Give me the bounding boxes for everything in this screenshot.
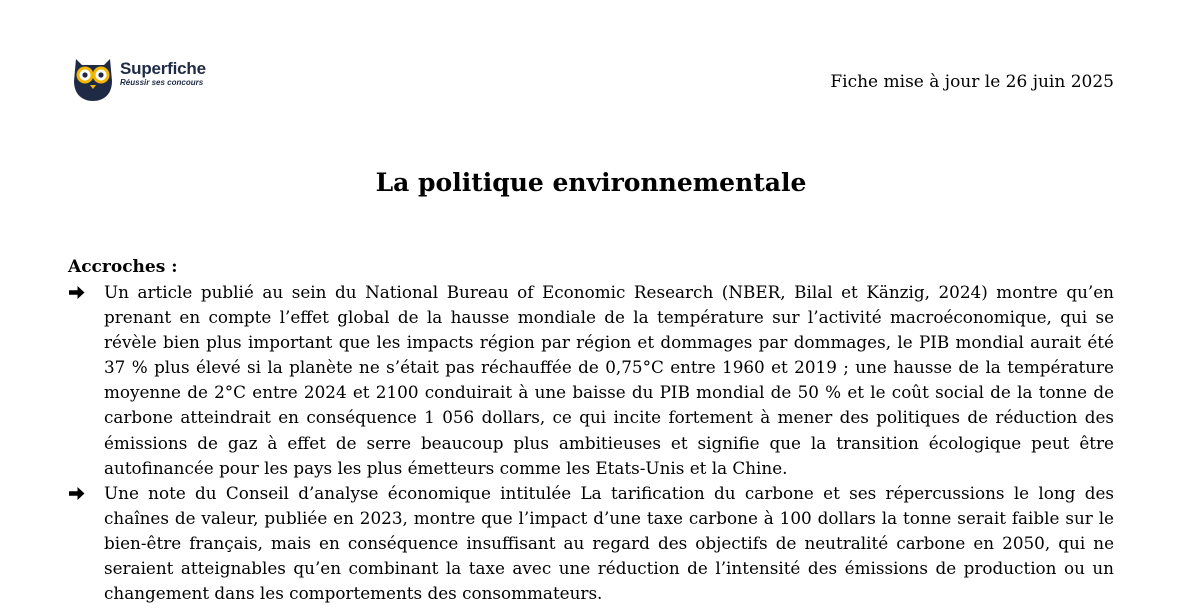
- list-item-text: Une note du Conseil d’analyse économique intitulée La tarification du carbone et ses répercussions le long des chaînes de valeur, publiée en 2023, montre que l’impact d’une taxe carbone à 100 dollars la tonne serait faible sur le bien-être français, mais en conséquence insuffisant au regard des objectifs de neutralité carbone en 2050, qui ne seraient atteignables qu’en combinant la taxe avec une réduction de l’intensité des émissions de production ou un changement dans les comportements des consommateurs.: [104, 482, 1114, 604]
- section-heading: Accroches :: [68, 257, 178, 277]
- brand-name: Superfiche: [120, 59, 206, 78]
- update-date: Fiche mise à jour le 26 juin 2025: [830, 72, 1114, 92]
- owl-logo-icon: [70, 51, 116, 101]
- list-item: [68, 280, 1114, 481]
- right-arrow-icon: [68, 481, 86, 506]
- page-title: La politique environnementale: [375, 168, 807, 197]
- list-item-text: Un article publié au sein du National Bureau of Economic Research (NBER, Bilal et Känzig, 2024) montre qu’en prenant en compte l’effet global de la hausse mondiale de la température sur l’activité macroéconomique, qui se révèle bien plus important que les impacts région par région et dommages par dommages, le PIB mondial aurait été 37 % plus élevé si la planète ne s’était pas réchauffée de 0,75°C entre 1960 et 2019 ; une hausse de la température moyenne de 2°C entre 2024 et 2100 conduirait à une baisse du PIB mondial de 50 % et le coût social de la tonne de carbone atteindrait en conséquence 1 056 dollars, ce qui incite fortement à mener des politiques de réduction des émissions de gaz à effet de serre beaucoup plus ambitieuses et signifie que la transition écologique peut être autofinancée pour les pays les plus émetteurs comme les Etats-Unis et la Chine.: [104, 282, 1114, 478]
- accroches-section: [68, 256, 1114, 606]
- right-arrow-icon: [68, 280, 86, 305]
- brand-tagline: Réussir ses concours: [120, 78, 204, 87]
- list-item: [68, 481, 1114, 606]
- superfiche-logo[interactable]: [70, 51, 206, 101]
